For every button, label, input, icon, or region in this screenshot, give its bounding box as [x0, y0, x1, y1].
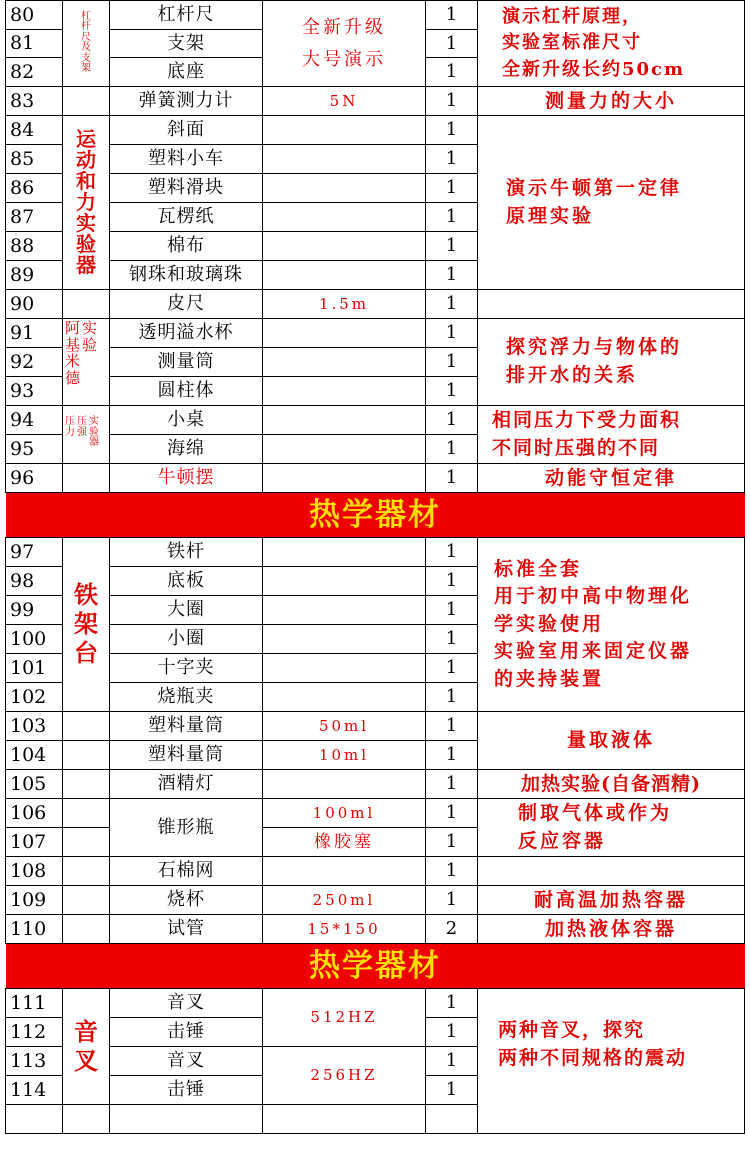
item-number: 114 [6, 1076, 63, 1105]
item-name: 十字夹 [110, 654, 263, 683]
table-row [6, 989, 745, 1018]
item-number: 85 [6, 145, 63, 174]
item-number: 98 [6, 567, 63, 596]
group-label-empty [63, 828, 110, 857]
group-label-empty [63, 741, 110, 770]
item-qty: 1 [426, 625, 478, 654]
item-qty: 1 [426, 654, 478, 683]
item-note: 标准全套 用于初中高中物理化 学实验使用 实验室用来固定仪器 的夹持装置 [478, 538, 745, 712]
item-number: 103 [6, 712, 63, 741]
group-label-empty [63, 886, 110, 915]
item-spec [263, 116, 426, 145]
item-qty: 2 [426, 915, 478, 944]
item-number: 99 [6, 596, 63, 625]
item-name: 透明溢水杯 [110, 319, 263, 348]
item-qty: 1 [426, 857, 478, 886]
item-number: 80 [6, 1, 63, 30]
item-name: 弹簧测力计 [110, 87, 263, 116]
item-number: 92 [6, 348, 63, 377]
equipment-table [5, 0, 745, 1134]
item-number: 94 [6, 406, 63, 435]
item-qty: 1 [426, 1076, 478, 1105]
table-row [6, 886, 745, 915]
item-qty: 1 [426, 770, 478, 799]
item-number: 86 [6, 174, 63, 203]
item-number: 111 [6, 989, 63, 1018]
item-name: 小圈 [110, 625, 263, 654]
item-qty: 1 [426, 58, 478, 87]
item-note: 演示牛顿第一定律 原理实验 [478, 116, 745, 290]
item-qty: 1 [426, 261, 478, 290]
item-spec [263, 538, 426, 567]
group-label-empty [63, 464, 110, 493]
item-spec: 全新升级 大号演示 [263, 1, 426, 87]
group-label-empty [63, 857, 110, 886]
item-qty: 1 [426, 116, 478, 145]
item-name: 底座 [110, 58, 263, 87]
item-qty: 1 [426, 232, 478, 261]
item-qty: 1 [426, 741, 478, 770]
group-label-empty [63, 290, 110, 319]
item-name: 圆柱体 [110, 377, 263, 406]
item-spec [263, 145, 426, 174]
item-qty: 1 [426, 989, 478, 1018]
item-note [478, 290, 745, 319]
item-name: 底板 [110, 567, 263, 596]
item-spec [263, 654, 426, 683]
item-qty: 1 [426, 538, 478, 567]
item-qty: 1 [426, 87, 478, 116]
item-qty [426, 1105, 478, 1134]
item-spec [263, 857, 426, 886]
item-qty: 1 [426, 683, 478, 712]
item-qty: 1 [426, 1, 478, 30]
item-spec [263, 377, 426, 406]
table-row [6, 464, 745, 493]
table-row [6, 406, 745, 435]
item-spec [263, 174, 426, 203]
group-label-empty [63, 87, 110, 116]
table-row [6, 116, 745, 145]
item-name: 塑料小车 [110, 145, 263, 174]
section-banner [6, 944, 745, 989]
item-note: 量取液体 [478, 712, 745, 770]
group-label-empty [63, 915, 110, 944]
item-number: 87 [6, 203, 63, 232]
item-note: 相同压力下受力面积 不同时压强的不同 [478, 406, 745, 464]
item-name: 击锤 [110, 1018, 263, 1047]
section-banner [6, 493, 745, 538]
item-spec [263, 464, 426, 493]
item-name: 杠杆尺 [110, 1, 263, 30]
item-spec [263, 625, 426, 654]
item-name: 塑料量筒 [110, 712, 263, 741]
item-name: 音叉 [110, 989, 263, 1018]
item-note: 探究浮力与物体的 排开水的关系 [478, 319, 745, 406]
item-qty: 1 [426, 596, 478, 625]
item-qty: 1 [426, 1047, 478, 1076]
item-spec [263, 770, 426, 799]
item-number: 81 [6, 30, 63, 58]
item-name: 试管 [110, 915, 263, 944]
item-spec [263, 567, 426, 596]
group-label-archimedes: 阿 基 米 德 实 验 [63, 319, 110, 406]
item-number: 107 [6, 828, 63, 857]
item-note: 演示杠杆原理， 实验室标准尺寸 全新升级长约50cm [478, 1, 745, 87]
table-row [6, 538, 745, 567]
item-name: 牛顿摆 [110, 464, 263, 493]
item-spec: 256HZ [263, 1047, 426, 1105]
item-number [6, 1105, 63, 1134]
item-note: 两种音叉，探究 两种不同规格的震动 [478, 989, 745, 1134]
item-spec [263, 683, 426, 712]
item-qty: 1 [426, 886, 478, 915]
item-qty: 1 [426, 799, 478, 828]
item-note [478, 857, 745, 886]
item-name: 棉布 [110, 232, 263, 261]
group-label-empty [63, 799, 110, 828]
item-spec [263, 435, 426, 464]
group-label-empty [63, 1105, 110, 1134]
item-number: 95 [6, 435, 63, 464]
item-number: 110 [6, 915, 63, 944]
item-number: 113 [6, 1047, 63, 1076]
item-number: 101 [6, 654, 63, 683]
item-spec: 10ml [263, 741, 426, 770]
item-note: 测量力的大小 [478, 87, 745, 116]
item-name: 铁杆 [110, 538, 263, 567]
item-number: 97 [6, 538, 63, 567]
table-row [6, 770, 745, 799]
item-number: 84 [6, 116, 63, 145]
item-qty: 1 [426, 377, 478, 406]
item-number: 93 [6, 377, 63, 406]
item-spec [263, 261, 426, 290]
item-number: 82 [6, 58, 63, 87]
group-label-motion-force: 运 动 和 力 实 验 器 [63, 116, 110, 290]
item-note: 耐高温加热容器 [478, 886, 745, 915]
item-spec: 512HZ [263, 989, 426, 1047]
item-name: 大圈 [110, 596, 263, 625]
item-qty: 1 [426, 348, 478, 377]
table-row [6, 915, 745, 944]
item-spec: 50ml [263, 712, 426, 741]
item-qty: 1 [426, 435, 478, 464]
item-number: 102 [6, 683, 63, 712]
group-label-tuning-fork: 音 叉 [63, 989, 110, 1105]
table-row [6, 857, 745, 886]
item-note: 制取气体或作为 反应容器 [478, 799, 745, 857]
item-spec [263, 232, 426, 261]
table-row [6, 290, 745, 319]
section-title: 热学器材 [6, 944, 745, 989]
item-note: 加热液体容器 [478, 915, 745, 944]
table-row [6, 319, 745, 348]
item-name: 瓦楞纸 [110, 203, 263, 232]
item-name: 击锤 [110, 1076, 263, 1105]
item-name: 塑料滑块 [110, 174, 263, 203]
item-qty: 1 [426, 567, 478, 596]
item-qty: 1 [426, 30, 478, 58]
item-spec [263, 348, 426, 377]
item-name: 塑料量筒 [110, 741, 263, 770]
item-number: 90 [6, 290, 63, 319]
item-spec: 橡胶塞 [263, 828, 426, 857]
group-label-lever: 杠 杆 尺 及 支 架 [63, 1, 110, 87]
item-name [110, 1105, 263, 1134]
item-qty: 1 [426, 319, 478, 348]
group-label-empty [63, 712, 110, 741]
group-label-iron-stand: 铁 架 台 [63, 538, 110, 712]
item-name: 钢珠和玻璃珠 [110, 261, 263, 290]
item-number: 83 [6, 87, 63, 116]
item-number: 112 [6, 1018, 63, 1047]
item-spec: 250ml [263, 886, 426, 915]
item-qty: 1 [426, 290, 478, 319]
item-spec: 5N [263, 87, 426, 116]
item-spec: 100ml [263, 799, 426, 828]
section-title: 热学器材 [6, 493, 745, 538]
item-name: 小桌 [110, 406, 263, 435]
item-number: 96 [6, 464, 63, 493]
item-number: 105 [6, 770, 63, 799]
item-name: 音叉 [110, 1047, 263, 1076]
item-qty: 1 [426, 203, 478, 232]
item-spec [263, 1105, 426, 1134]
item-name: 酒精灯 [110, 770, 263, 799]
group-label-pressure: 压 力 压 强 实 验 器 [63, 406, 110, 464]
item-number: 89 [6, 261, 63, 290]
item-spec [263, 406, 426, 435]
equipment-table-sheet [5, 0, 744, 1134]
item-spec [263, 319, 426, 348]
table-row [6, 87, 745, 116]
item-name: 皮尺 [110, 290, 263, 319]
item-number: 106 [6, 799, 63, 828]
item-note: 加热实验(自备酒精) [478, 770, 745, 799]
item-qty: 1 [426, 145, 478, 174]
item-number: 88 [6, 232, 63, 261]
table-row [6, 712, 745, 741]
item-name: 海绵 [110, 435, 263, 464]
item-spec: 1.5m [263, 290, 426, 319]
item-number: 109 [6, 886, 63, 915]
item-name: 测量筒 [110, 348, 263, 377]
group-label-empty [63, 770, 110, 799]
item-qty: 1 [426, 174, 478, 203]
item-qty: 1 [426, 1018, 478, 1047]
item-number: 108 [6, 857, 63, 886]
item-spec [263, 596, 426, 625]
item-number: 104 [6, 741, 63, 770]
item-number: 91 [6, 319, 63, 348]
table-row [6, 799, 745, 828]
item-name: 斜面 [110, 116, 263, 145]
item-qty: 1 [426, 464, 478, 493]
item-spec: 15*150 [263, 915, 426, 944]
item-qty: 1 [426, 406, 478, 435]
item-name: 石棉网 [110, 857, 263, 886]
item-name: 烧瓶夹 [110, 683, 263, 712]
item-qty: 1 [426, 712, 478, 741]
item-spec [263, 203, 426, 232]
item-name: 烧杯 [110, 886, 263, 915]
item-name: 支架 [110, 30, 263, 58]
item-name: 锥形瓶 [110, 799, 263, 857]
item-number: 100 [6, 625, 63, 654]
item-note: 动能守恒定律 [478, 464, 745, 493]
table-row [6, 1, 745, 30]
item-qty: 1 [426, 828, 478, 857]
